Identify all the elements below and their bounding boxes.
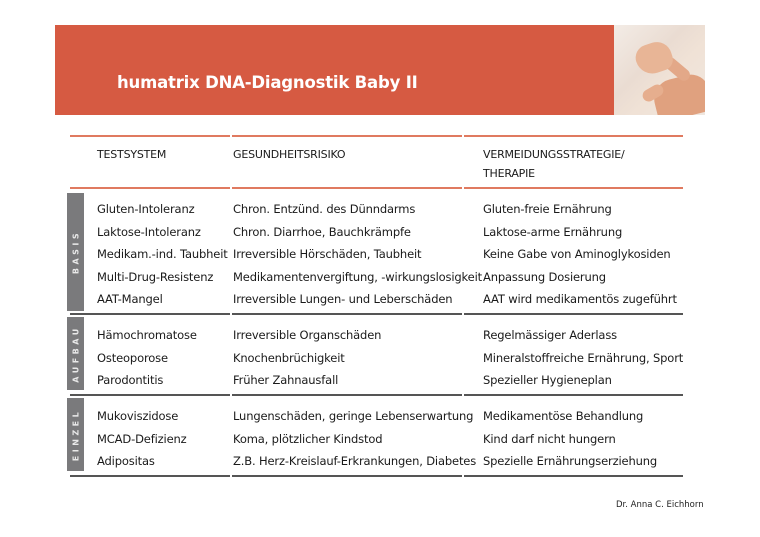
table-bottom-rule-col1: [70, 475, 230, 477]
baby-hand-shape: [632, 38, 676, 78]
group-label-einzel: [67, 398, 84, 471]
group-label-text: BASIS: [71, 229, 80, 275]
cell-strategy: Medikamentöse Behandlung: [483, 409, 644, 423]
cell-risk: Chron. Diarrhoe, Bauchkrämpfe: [233, 225, 411, 239]
cell-strategy: Laktose-arme Ernährung: [483, 225, 623, 239]
cell-strategy: Gluten-freie Ernährung: [483, 202, 612, 216]
group-label-basis: [67, 193, 84, 311]
group-divider-col2: [232, 394, 462, 396]
cell-test: Osteoporose: [97, 351, 168, 365]
column-header-strategy-line2: THERAPIE: [483, 167, 535, 180]
column-header-risk: GESUNDHEITSRISIKO: [233, 148, 346, 161]
cell-risk: Koma, plötzlicher Kindstod: [233, 432, 383, 446]
header-top-rule-col2: [232, 135, 462, 137]
cell-strategy: Spezieller Hygieneplan: [483, 373, 612, 387]
group-divider-col1: [70, 313, 230, 315]
cell-test: Mukoviszidose: [97, 409, 179, 423]
baby-hand-photo: [614, 25, 705, 115]
table-bottom-rule-col3: [464, 475, 683, 477]
cell-test: AAT-Mangel: [97, 292, 163, 306]
cell-test: Gluten-Intoleranz: [97, 202, 195, 216]
column-header-strategy-line1: VERMEIDUNGSSTRATEGIE/: [483, 148, 625, 161]
group-label-aufbau: [67, 317, 84, 390]
group-divider-col3: [464, 394, 683, 396]
cell-risk: Knochenbrüchigkeit: [233, 351, 345, 365]
group-label-text: AUFBAU: [71, 324, 80, 383]
header-bottom-rule-col3: [464, 187, 683, 189]
cell-strategy: Spezielle Ernährungserziehung: [483, 454, 658, 468]
group-divider-col3: [464, 313, 683, 315]
cell-strategy: AAT wird medikamentös zugeführt: [483, 292, 677, 306]
group-label-text: EINZEL: [71, 408, 80, 461]
cell-risk: Irreversible Hörschäden, Taubheit: [233, 247, 422, 261]
cell-risk: Medikamentenvergiftung, -wirkungslosigkeit: [233, 270, 482, 284]
cell-test: Medikam.-ind. Taubheit: [97, 247, 228, 261]
header-top-rule-col3: [464, 135, 683, 137]
cell-test: Multi-Drug-Resistenz: [97, 270, 214, 284]
cell-test: MCAD-Defizienz: [97, 432, 187, 446]
author-footer: Dr. Anna C. Eichhorn: [616, 500, 704, 510]
cell-strategy: Anpassung Dosierung: [483, 270, 606, 284]
cell-test: Hämochromatose: [97, 328, 197, 342]
cell-test: Laktose-Intoleranz: [97, 225, 201, 239]
group-divider-col2: [232, 313, 462, 315]
cell-strategy: Regelmässiger Aderlass: [483, 328, 617, 342]
title-banner: [55, 25, 705, 115]
table-bottom-rule-col2: [232, 475, 462, 477]
group-divider-col1: [70, 394, 230, 396]
cell-risk: Lungenschäden, geringe Lebenserwartung: [233, 409, 474, 423]
header-bottom-rule-col1: [70, 187, 230, 189]
header-bottom-rule-col2: [232, 187, 462, 189]
page-title: humatrix DNA-Diagnostik Baby II: [117, 73, 418, 92]
cell-risk: Irreversible Organschäden: [233, 328, 382, 342]
column-header-testsystem: TESTSYSTEM: [97, 148, 167, 161]
cell-test: Adipositas: [97, 454, 155, 468]
cell-strategy: Kind darf nicht hungern: [483, 432, 616, 446]
cell-risk: Irreversible Lungen- und Leberschäden: [233, 292, 453, 306]
cell-strategy: Mineralstoffreiche Ernährung, Sport: [483, 351, 684, 365]
cell-strategy: Keine Gabe von Aminoglykosiden: [483, 247, 671, 261]
header-top-rule-col1: [70, 135, 230, 137]
cell-risk: Z.B. Herz-Kreislauf-Erkrankungen, Diabetes: [233, 454, 477, 468]
cell-test: Parodontitis: [97, 373, 164, 387]
cell-risk: Früher Zahnausfall: [233, 373, 339, 387]
cell-risk: Chron. Entzünd. des Dünndarms: [233, 202, 416, 216]
